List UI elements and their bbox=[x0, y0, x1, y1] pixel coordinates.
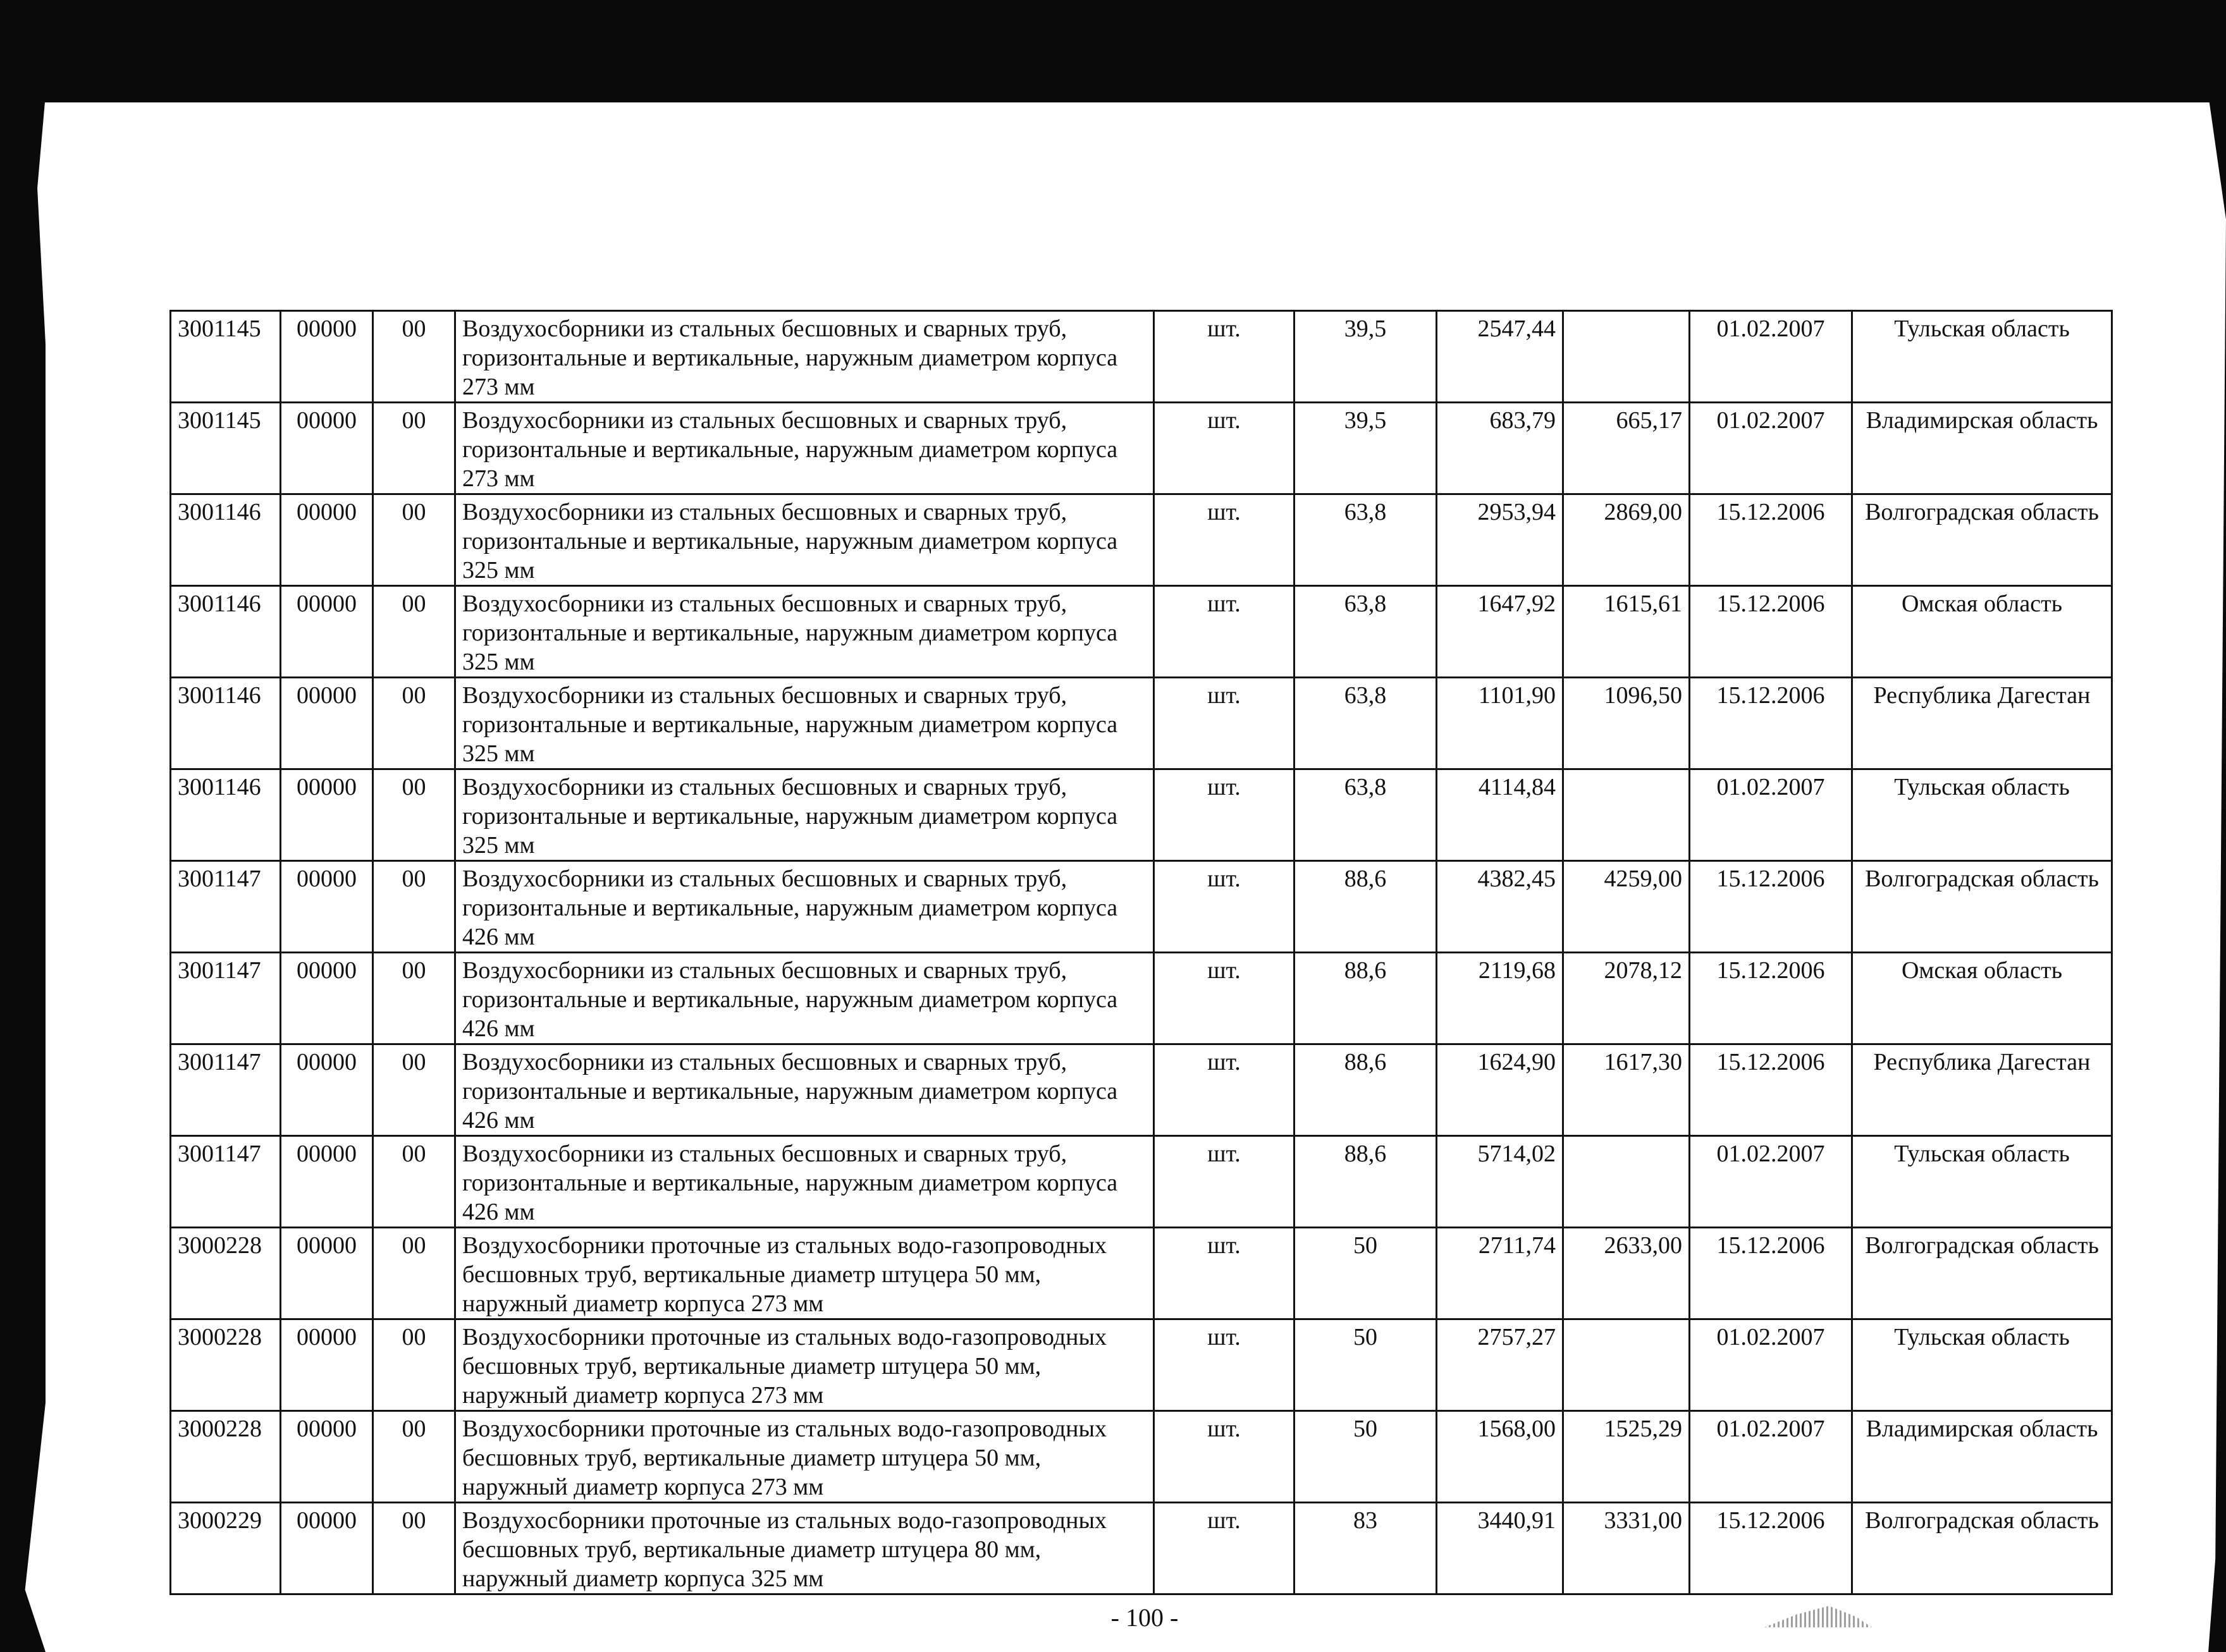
price-cell: 1624,90 bbox=[1437, 1044, 1563, 1136]
region-cell: Республика Дагестан bbox=[1852, 678, 2112, 769]
name-cell: Воздухосборники из стальных бесшовных и сварных труб, горизонтальные и вертикальные, наружным диаметром корпуса 325 мм bbox=[455, 494, 1154, 586]
subcode-cell: 00000 bbox=[281, 494, 373, 586]
table-row bbox=[171, 586, 2112, 678]
name-cell: Воздухосборники из стальных бесшовных и сварных труб, горизонтальные и вертикальные, наружным диаметром корпуса 325 мм bbox=[455, 586, 1154, 678]
price-cell: 4382,45 bbox=[1437, 861, 1563, 953]
mass-cell: 63,8 bbox=[1294, 494, 1437, 586]
subcode-cell: 00000 bbox=[281, 311, 373, 403]
region-cell: Волгоградская область bbox=[1852, 861, 2112, 953]
date-cell: 01.02.2007 bbox=[1690, 1411, 1852, 1503]
unit-cell: шт. bbox=[1154, 1411, 1294, 1503]
region-cell: Тульская область bbox=[1852, 1136, 2112, 1228]
price-vat-cell bbox=[1563, 769, 1690, 861]
code-cell: 3001146 bbox=[171, 769, 281, 861]
suffix-cell: 00 bbox=[373, 1319, 455, 1411]
mass-cell: 50 bbox=[1294, 1411, 1437, 1503]
table-row bbox=[171, 1319, 2112, 1411]
mass-cell: 63,8 bbox=[1294, 678, 1437, 769]
suffix-cell: 00 bbox=[373, 586, 455, 678]
unit-cell: шт. bbox=[1154, 953, 1294, 1044]
table-row bbox=[171, 311, 2112, 403]
scan-smudge bbox=[1764, 1606, 1872, 1627]
price-cell: 2119,68 bbox=[1437, 953, 1563, 1044]
unit-cell: шт. bbox=[1154, 1228, 1294, 1319]
unit-cell: шт. bbox=[1154, 769, 1294, 861]
mass-cell: 88,6 bbox=[1294, 1044, 1437, 1136]
price-vat-cell: 1615,61 bbox=[1563, 586, 1690, 678]
code-cell: 3001147 bbox=[171, 1044, 281, 1136]
subcode-cell: 00000 bbox=[281, 1044, 373, 1136]
date-cell: 15.12.2006 bbox=[1690, 953, 1852, 1044]
name-cell: Воздухосборники из стальных бесшовных и сварных труб, горизонтальные и вертикальные, наружным диаметром корпуса 273 мм bbox=[455, 403, 1154, 494]
code-cell: 3001146 bbox=[171, 494, 281, 586]
unit-cell: шт. bbox=[1154, 403, 1294, 494]
mass-cell: 39,5 bbox=[1294, 311, 1437, 403]
name-cell: Воздухосборники проточные из стальных водо-газопроводных бесшовных труб, вертикальные диаметр штуцера 50 мм, наружный диаметр корпуса 273 мм bbox=[455, 1411, 1154, 1503]
price-cell: 1568,00 bbox=[1437, 1411, 1563, 1503]
unit-cell: шт. bbox=[1154, 861, 1294, 953]
price-vat-cell: 1617,30 bbox=[1563, 1044, 1690, 1136]
suffix-cell: 00 bbox=[373, 1044, 455, 1136]
mass-cell: 83 bbox=[1294, 1503, 1437, 1594]
price-cell: 2547,44 bbox=[1437, 311, 1563, 403]
region-cell: Омская область bbox=[1852, 953, 2112, 1044]
code-cell: 3001145 bbox=[171, 403, 281, 494]
suffix-cell: 00 bbox=[373, 769, 455, 861]
price-vat-cell: 3331,00 bbox=[1563, 1503, 1690, 1594]
name-cell: Воздухосборники проточные из стальных водо-газопроводных бесшовных труб, вертикальные диаметр штуцера 50 мм, наружный диаметр корпуса 273 мм bbox=[455, 1319, 1154, 1411]
name-cell: Воздухосборники проточные из стальных водо-газопроводных бесшовных труб, вертикальные диаметр штуцера 50 мм, наружный диаметр корпуса 273 мм bbox=[455, 1228, 1154, 1319]
mass-cell: 50 bbox=[1294, 1228, 1437, 1319]
price-vat-cell: 1525,29 bbox=[1563, 1411, 1690, 1503]
date-cell: 15.12.2006 bbox=[1690, 586, 1852, 678]
region-cell: Волгоградская область bbox=[1852, 1503, 2112, 1594]
mass-cell: 63,8 bbox=[1294, 769, 1437, 861]
subcode-cell: 00000 bbox=[281, 769, 373, 861]
mass-cell: 63,8 bbox=[1294, 586, 1437, 678]
date-cell: 01.02.2007 bbox=[1690, 1319, 1852, 1411]
name-cell: Воздухосборники из стальных бесшовных и сварных труб, горизонтальные и вертикальные, наружным диаметром корпуса 426 мм bbox=[455, 1044, 1154, 1136]
table-row bbox=[171, 1228, 2112, 1319]
price-vat-cell bbox=[1563, 1319, 1690, 1411]
suffix-cell: 00 bbox=[373, 953, 455, 1044]
mass-cell: 88,6 bbox=[1294, 1136, 1437, 1228]
date-cell: 15.12.2006 bbox=[1690, 1503, 1852, 1594]
subcode-cell: 00000 bbox=[281, 861, 373, 953]
suffix-cell: 00 bbox=[373, 1228, 455, 1319]
unit-cell: шт. bbox=[1154, 494, 1294, 586]
price-vat-cell: 2078,12 bbox=[1563, 953, 1690, 1044]
name-cell: Воздухосборники проточные из стальных водо-газопроводных бесшовных труб, вертикальные диаметр штуцера 80 мм, наружный диаметр корпуса 325 мм bbox=[455, 1503, 1154, 1594]
price-cell: 2953,94 bbox=[1437, 494, 1563, 586]
table-row bbox=[171, 1411, 2112, 1503]
table-row bbox=[171, 678, 2112, 769]
mass-cell: 39,5 bbox=[1294, 403, 1437, 494]
table-body bbox=[171, 311, 2112, 1594]
scan-edge-left bbox=[0, 95, 46, 1652]
mass-cell: 88,6 bbox=[1294, 953, 1437, 1044]
code-cell: 3001145 bbox=[171, 311, 281, 403]
suffix-cell: 00 bbox=[373, 1503, 455, 1594]
code-cell: 3000228 bbox=[171, 1411, 281, 1503]
date-cell: 01.02.2007 bbox=[1690, 1136, 1852, 1228]
price-cell: 5714,02 bbox=[1437, 1136, 1563, 1228]
suffix-cell: 00 bbox=[373, 1411, 455, 1503]
name-cell: Воздухосборники из стальных бесшовных и сварных труб, горизонтальные и вертикальные, наружным диаметром корпуса 426 мм bbox=[455, 861, 1154, 953]
date-cell: 15.12.2006 bbox=[1690, 678, 1852, 769]
table-row bbox=[171, 403, 2112, 494]
table-row bbox=[171, 861, 2112, 953]
unit-cell: шт. bbox=[1154, 311, 1294, 403]
unit-cell: шт. bbox=[1154, 1136, 1294, 1228]
name-cell: Воздухосборники из стальных бесшовных и сварных труб, горизонтальные и вертикальные, наружным диаметром корпуса 325 мм bbox=[455, 769, 1154, 861]
price-vat-cell bbox=[1563, 311, 1690, 403]
code-cell: 3000228 bbox=[171, 1228, 281, 1319]
code-cell: 3000229 bbox=[171, 1503, 281, 1594]
price-cell: 3440,91 bbox=[1437, 1503, 1563, 1594]
region-cell: Волгоградская область bbox=[1852, 494, 2112, 586]
mass-cell: 88,6 bbox=[1294, 861, 1437, 953]
suffix-cell: 00 bbox=[373, 494, 455, 586]
date-cell: 15.12.2006 bbox=[1690, 861, 1852, 953]
region-cell: Тульская область bbox=[1852, 311, 2112, 403]
price-cell: 2711,74 bbox=[1437, 1228, 1563, 1319]
suffix-cell: 00 bbox=[373, 403, 455, 494]
date-cell: 15.12.2006 bbox=[1690, 1044, 1852, 1136]
table-row bbox=[171, 953, 2112, 1044]
price-cell: 2757,27 bbox=[1437, 1319, 1563, 1411]
region-cell: Тульская область bbox=[1852, 769, 2112, 861]
page-number: - 100 - bbox=[1110, 1603, 1179, 1632]
price-vat-cell: 665,17 bbox=[1563, 403, 1690, 494]
unit-cell: шт. bbox=[1154, 1319, 1294, 1411]
region-cell: Волгоградская область bbox=[1852, 1228, 2112, 1319]
code-cell: 3001147 bbox=[171, 953, 281, 1044]
table-row bbox=[171, 494, 2112, 586]
subcode-cell: 00000 bbox=[281, 403, 373, 494]
price-cell: 1101,90 bbox=[1437, 678, 1563, 769]
date-cell: 15.12.2006 bbox=[1690, 494, 1852, 586]
subcode-cell: 00000 bbox=[281, 1503, 373, 1594]
table-row bbox=[171, 1044, 2112, 1136]
code-cell: 3001147 bbox=[171, 1136, 281, 1228]
subcode-cell: 00000 bbox=[281, 678, 373, 769]
price-table bbox=[169, 310, 2113, 1595]
name-cell: Воздухосборники из стальных бесшовных и сварных труб, горизонтальные и вертикальные, наружным диаметром корпуса 426 мм bbox=[455, 953, 1154, 1044]
suffix-cell: 00 bbox=[373, 861, 455, 953]
date-cell: 01.02.2007 bbox=[1690, 403, 1852, 494]
date-cell: 15.12.2006 bbox=[1690, 1228, 1852, 1319]
price-vat-cell: 1096,50 bbox=[1563, 678, 1690, 769]
unit-cell: шт. bbox=[1154, 1044, 1294, 1136]
price-vat-cell bbox=[1563, 1136, 1690, 1228]
price-cell: 4114,84 bbox=[1437, 769, 1563, 861]
scan-edge-top bbox=[0, 0, 2226, 102]
table-row bbox=[171, 1503, 2112, 1594]
unit-cell: шт. bbox=[1154, 678, 1294, 769]
region-cell: Республика Дагестан bbox=[1852, 1044, 2112, 1136]
subcode-cell: 00000 bbox=[281, 953, 373, 1044]
name-cell: Воздухосборники из стальных бесшовных и сварных труб, горизонтальные и вертикальные, наружным диаметром корпуса 273 мм bbox=[455, 311, 1154, 403]
suffix-cell: 00 bbox=[373, 678, 455, 769]
name-cell: Воздухосборники из стальных бесшовных и сварных труб, горизонтальные и вертикальные, наружным диаметром корпуса 426 мм bbox=[455, 1136, 1154, 1228]
suffix-cell: 00 bbox=[373, 311, 455, 403]
code-cell: 3000228 bbox=[171, 1319, 281, 1411]
code-cell: 3001146 bbox=[171, 586, 281, 678]
price-vat-cell: 2633,00 bbox=[1563, 1228, 1690, 1319]
region-cell: Тульская область bbox=[1852, 1319, 2112, 1411]
code-cell: 3001146 bbox=[171, 678, 281, 769]
subcode-cell: 00000 bbox=[281, 1319, 373, 1411]
name-cell: Воздухосборники из стальных бесшовных и сварных труб, горизонтальные и вертикальные, наружным диаметром корпуса 325 мм bbox=[455, 678, 1154, 769]
scan-edge-right bbox=[2208, 95, 2226, 1652]
mass-cell: 50 bbox=[1294, 1319, 1437, 1411]
price-vat-cell: 2869,00 bbox=[1563, 494, 1690, 586]
price-cell: 683,79 bbox=[1437, 403, 1563, 494]
table-row bbox=[171, 769, 2112, 861]
subcode-cell: 00000 bbox=[281, 586, 373, 678]
price-vat-cell: 4259,00 bbox=[1563, 861, 1690, 953]
table-row bbox=[171, 1136, 2112, 1228]
subcode-cell: 00000 bbox=[281, 1411, 373, 1503]
unit-cell: шт. bbox=[1154, 1503, 1294, 1594]
date-cell: 01.02.2007 bbox=[1690, 311, 1852, 403]
date-cell: 01.02.2007 bbox=[1690, 769, 1852, 861]
code-cell: 3001147 bbox=[171, 861, 281, 953]
region-cell: Владимирская область bbox=[1852, 1411, 2112, 1503]
subcode-cell: 00000 bbox=[281, 1136, 373, 1228]
region-cell: Омская область bbox=[1852, 586, 2112, 678]
price-cell: 1647,92 bbox=[1437, 586, 1563, 678]
subcode-cell: 00000 bbox=[281, 1228, 373, 1319]
unit-cell: шт. bbox=[1154, 586, 1294, 678]
region-cell: Владимирская область bbox=[1852, 403, 2112, 494]
suffix-cell: 00 bbox=[373, 1136, 455, 1228]
